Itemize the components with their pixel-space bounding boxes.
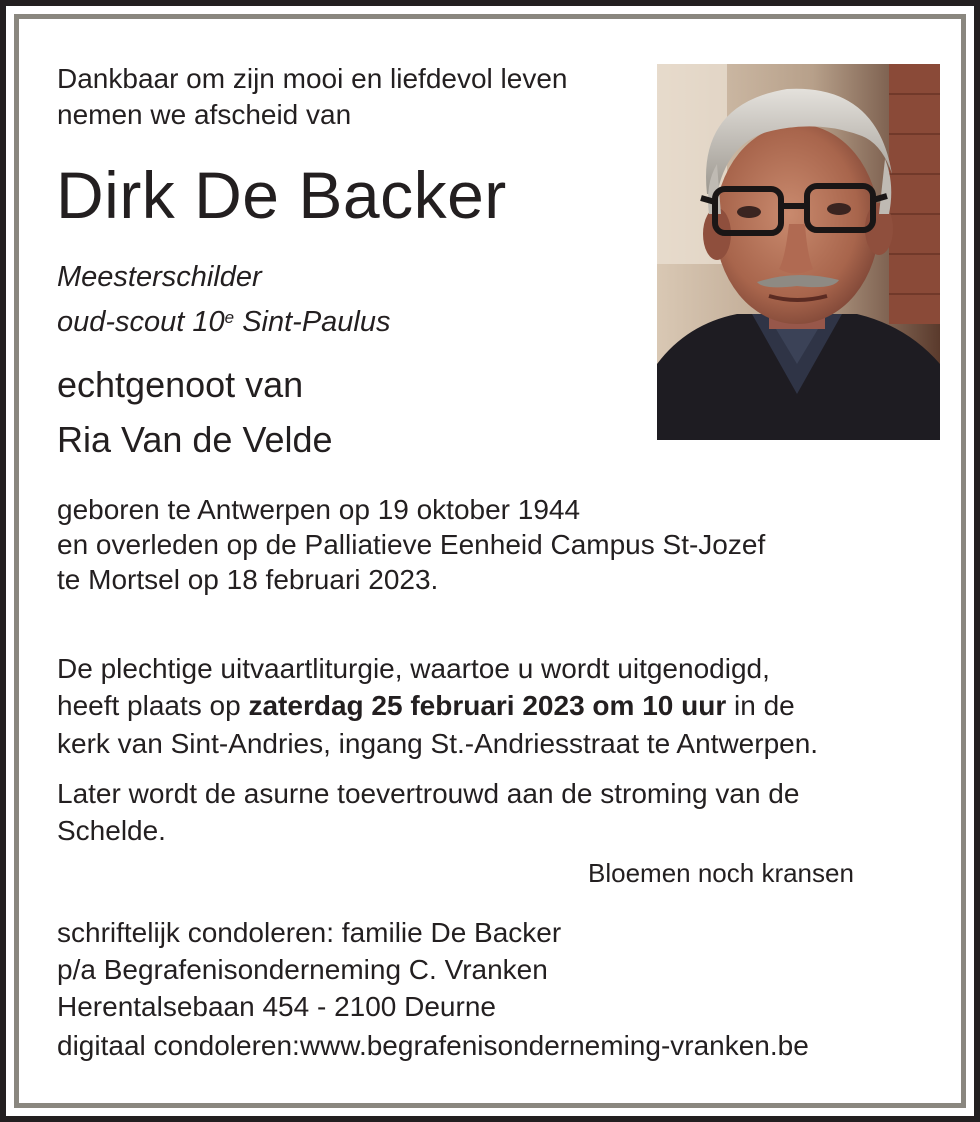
funeral-line-1: De plechtige uitvaartliturgie, waartoe u wordt uitgenodigd, [57,653,770,684]
funeral-date: zaterdag 25 februari 2023 om 10 uur [248,690,727,721]
funeral-line-2 [57,689,795,723]
death-line-2: te Mortsel op 18 februari 2023. [57,564,439,595]
intro-line-1: Dankbaar om zijn mooi en liefdevol leven [57,63,568,94]
funeral-line-3: kerk van Sint-Andries, ingang St.-Andriesstraat te Antwerpen. [57,728,819,759]
spouse-line-2: Ria Van de Velde [57,419,333,460]
portrait-photo [657,64,940,440]
intro-line-2: nemen we afscheid van [57,99,352,130]
condolence-line-3: Herentalsebaan 454 - 2100 Deurne [57,991,496,1022]
ashes-line-1: Later wordt de asurne toevertrouwd aan de stroming van de [57,778,800,809]
funeral-line-2-prefix: heeft plaats op [57,690,249,721]
funeral-line-2-suffix: in de [726,690,795,721]
condolence-line-2: p/a Begrafenisonderneming C. Vranken [57,954,548,985]
condolence-line-4: digitaal condoleren:www.begrafenisonderneming-vranken.be [57,1030,809,1061]
birth-line: geboren te Antwerpen op 19 oktober 1944 [57,494,581,525]
flowers-note: Bloemen noch kransen [588,858,854,888]
scout-superscript: e [224,308,235,327]
scout-prefix: oud-scout 10 [57,306,225,338]
scout-suffix: Sint-Paulus [234,306,391,338]
deceased-name: Dirk De Backer [56,158,507,232]
condolence-line-1: schriftelijk condoleren: familie De Backer [57,917,562,948]
death-line-1: en overleden op de Palliatieve Eenheid Campus St-Jozef [57,529,766,560]
scout-line [57,305,391,339]
portrait-illustration [657,64,940,440]
spouse-line-1: echtgenoot van [57,364,304,405]
profession: Meesterschilder [57,261,262,293]
ashes-line-2: Schelde. [57,815,166,846]
